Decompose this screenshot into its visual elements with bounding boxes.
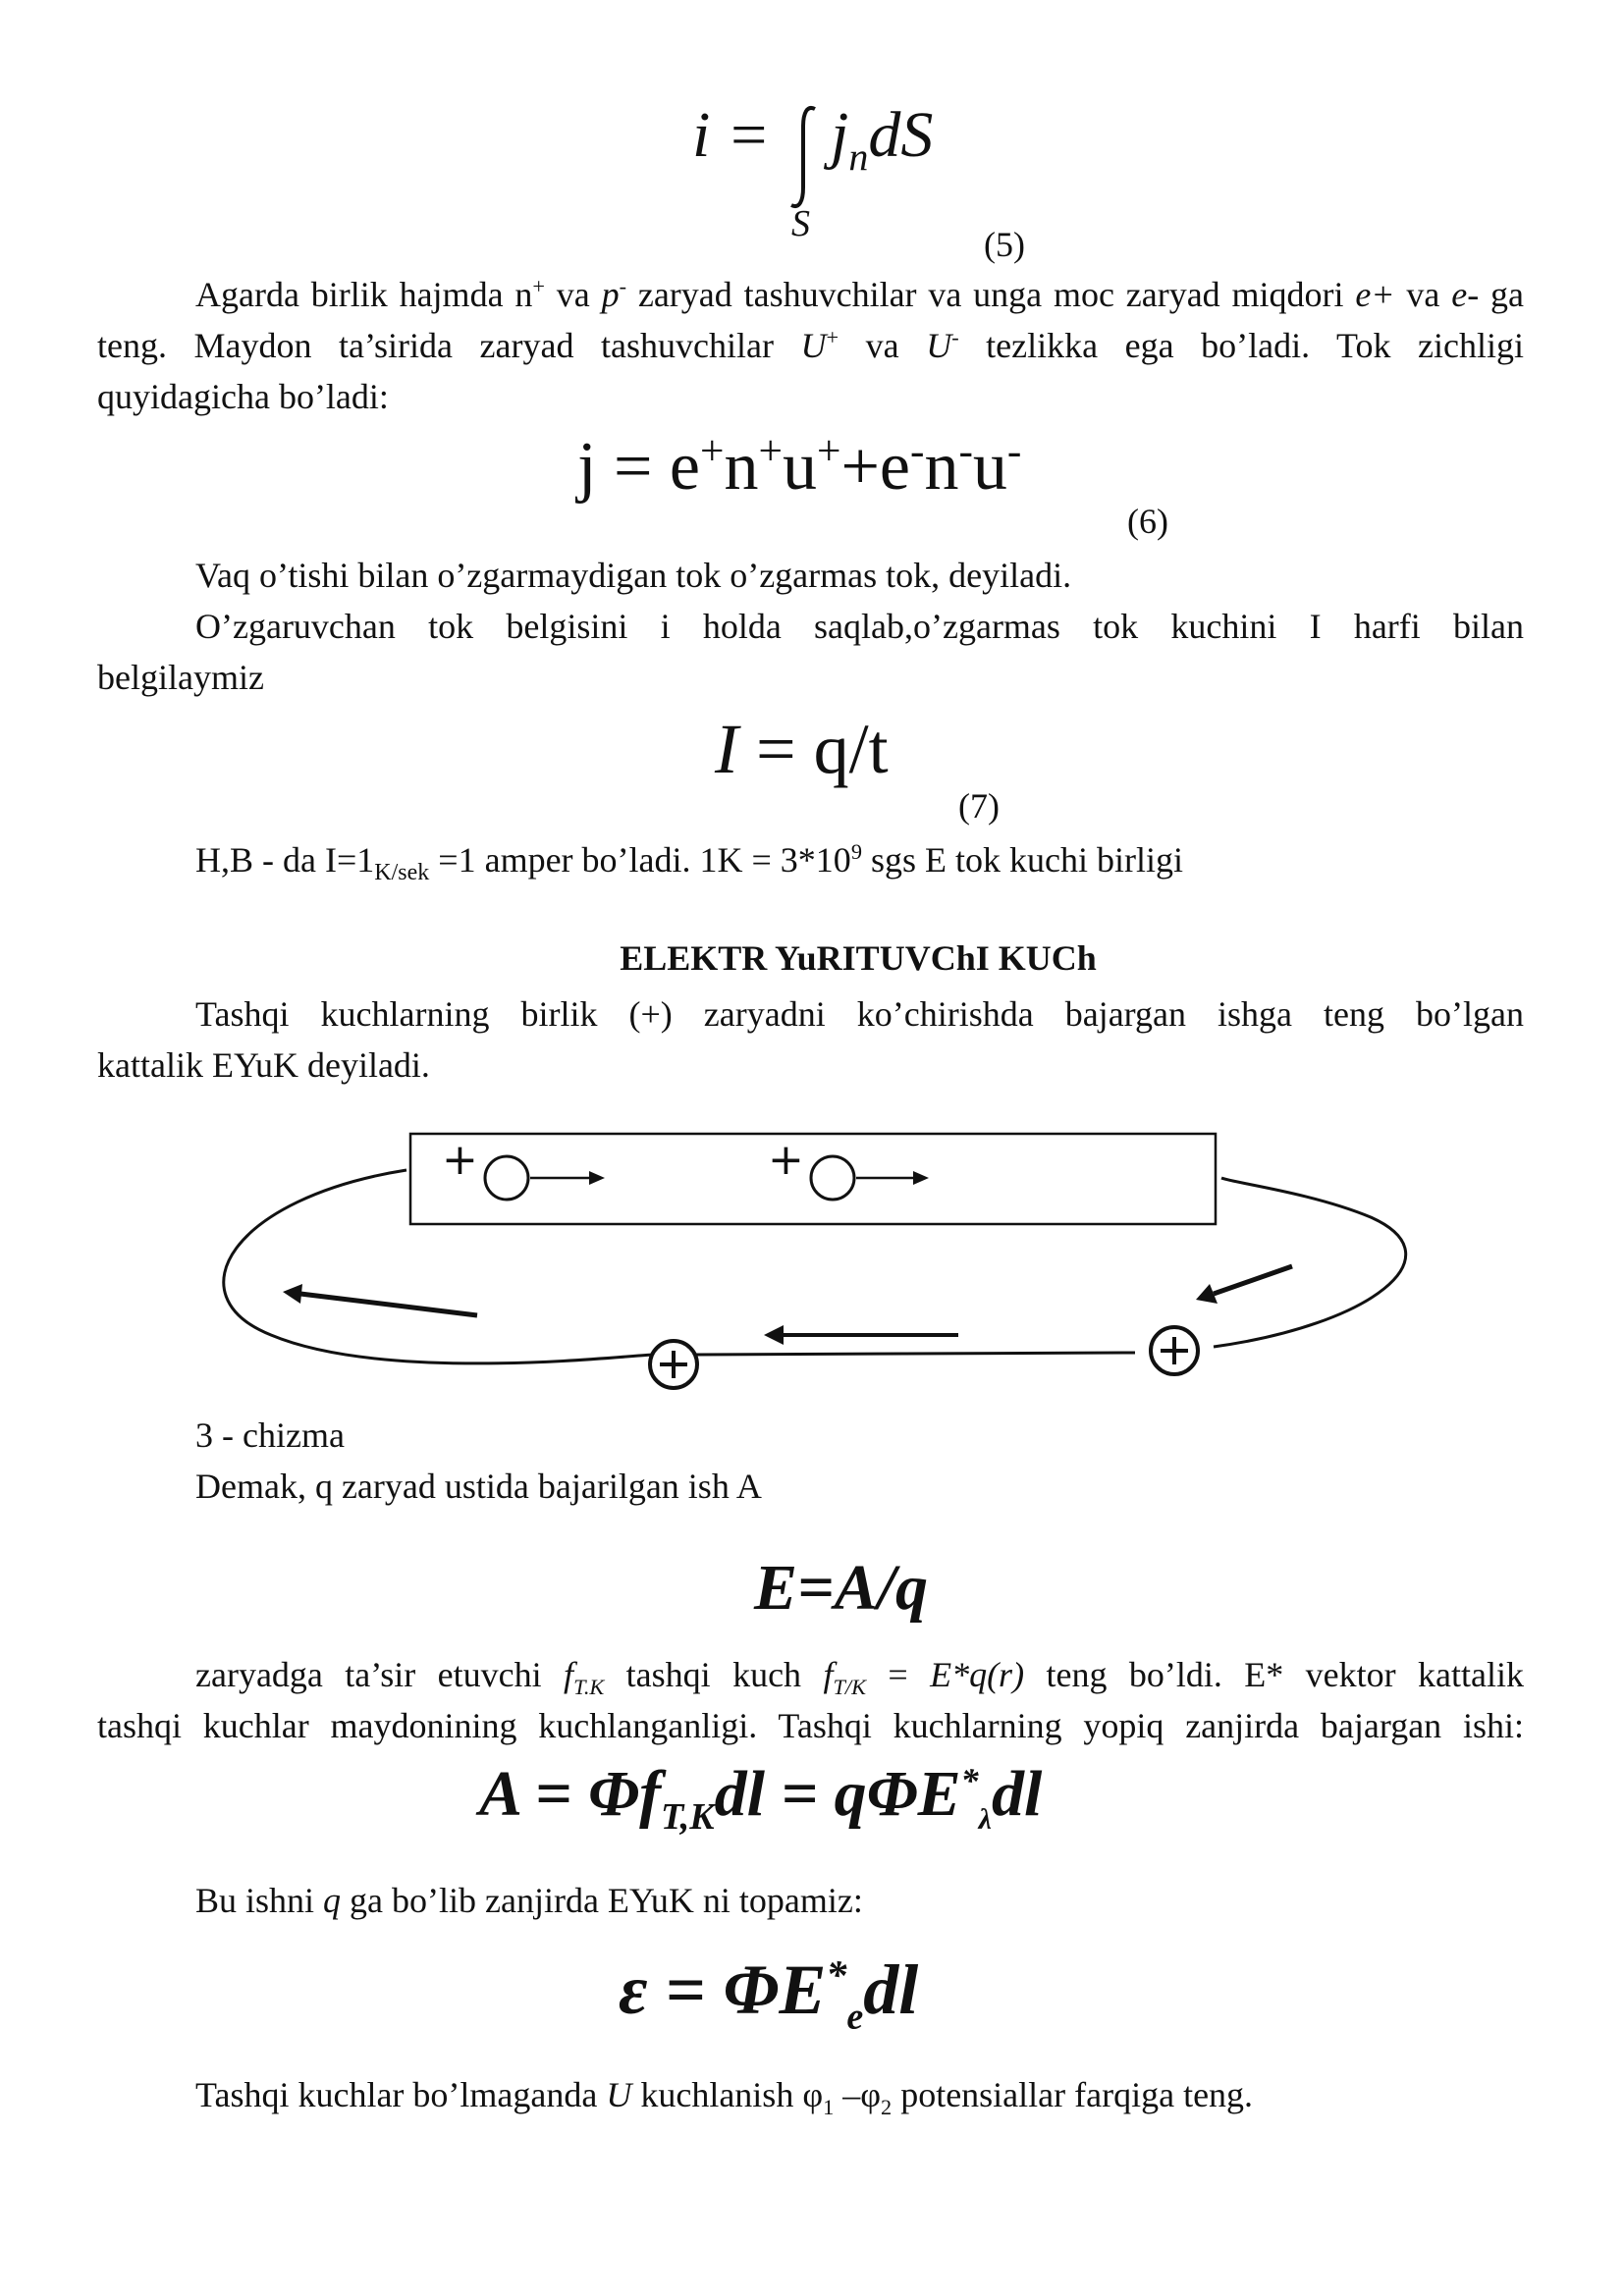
eq6-f: u <box>972 429 1007 505</box>
loop-left-arc <box>224 1170 654 1363</box>
paragraph-1-last-line: quyidagicha bo’ladi: <box>97 377 389 416</box>
plus-sign: + <box>768 1135 804 1185</box>
p9-s1: 1 <box>823 2095 835 2120</box>
p9-d: potensiallar farqiga teng. <box>892 2075 1254 2114</box>
p1-t2i: p <box>601 275 620 314</box>
eq9-sup: * <box>960 1761 979 1800</box>
eq6-e: n <box>924 429 959 505</box>
eq6-s4: - <box>910 427 925 475</box>
p1-t4i: e- <box>1451 275 1480 314</box>
charge-circle <box>485 1156 528 1200</box>
p4-sup: 9 <box>850 839 862 864</box>
eq6-d: +e <box>840 429 910 505</box>
p7-f1s: T.K <box>573 1675 605 1700</box>
p7-f2s: T/K <box>833 1675 866 1700</box>
eq5-ds: dS <box>868 99 934 171</box>
p1-t6s: - <box>951 325 959 349</box>
eq6-s3: + <box>816 427 841 475</box>
eq10-sub: e <box>846 1996 864 2038</box>
paragraph-9 <box>97 2069 1524 2120</box>
eq5-lhs: i = <box>692 99 771 171</box>
paragraph-8 <box>97 1875 1524 1926</box>
charge-on-circuit-2 <box>1151 1327 1198 1374</box>
eq9-c: dl <box>992 1758 1043 1830</box>
eq6-c: u <box>782 429 817 505</box>
p9-s2: 2 <box>881 2095 893 2120</box>
equation-7 <box>715 709 889 790</box>
p7-f1: f <box>564 1655 574 1694</box>
charge-circle <box>811 1156 854 1200</box>
plus-sign: + <box>442 1135 478 1185</box>
eq9-sub2: λ <box>978 1803 992 1837</box>
eq10-sup: * <box>826 1953 847 1999</box>
paragraph-6: Demak, q zaryad ustida bajarilgan ish A <box>195 1467 762 1506</box>
equation-number-7: (7) <box>958 786 1000 826</box>
eq9-sub: T,K <box>661 1796 715 1839</box>
figure-caption: 3 - chizma <box>195 1415 345 1455</box>
p7-c: = <box>865 1655 931 1694</box>
equation-work <box>479 1757 1043 1839</box>
p8-q: q <box>323 1881 342 1920</box>
p7-a: zaryadga ta’sir etuvchi <box>195 1655 565 1694</box>
equation-emf <box>619 1949 919 2038</box>
paragraph-7-line-2: tashqi kuchlar maydonining kuchlanganligi. Tashqi kuchlarning yopiq zanjirda bajargan ishi: <box>97 1706 1524 1745</box>
paragraph-3-line-1: O’zgaruvchan tok belgisini i holda saqlab,o’zgarmas tok kuchini I harfi bilan <box>195 607 1524 646</box>
arrow-left-icon <box>283 1284 477 1315</box>
p1-t2: va <box>544 275 602 314</box>
p9-b: kuchlanish φ <box>631 2075 824 2114</box>
equation-5 <box>692 98 770 173</box>
paragraph-3-line-2: belgilaymiz <box>97 658 264 697</box>
arrow-left-icon <box>764 1325 958 1345</box>
eq6-s2: + <box>758 427 783 475</box>
loop-bottom <box>693 1353 1135 1355</box>
p9-a: Tashqi kuchlar bo’lmaganda <box>195 2075 607 2114</box>
integral-sign <box>785 103 821 211</box>
p1-t2s: - <box>619 274 627 298</box>
p4-b: =1 amper bo’ladi. 1K = 3*10 <box>429 840 851 880</box>
p1-t6i: U <box>926 326 952 365</box>
paragraph-2: Vaq o’tishi bilan o’zgarmaydigan tok o’zgarmas tok, deyiladi. <box>195 556 1072 595</box>
circuit-figure <box>192 1119 1430 1404</box>
paragraph-5-line-2: kattalik EYuK deyiladi. <box>97 1045 430 1085</box>
eq6-b: n <box>724 429 759 505</box>
p4-a: H,B - da I=1 <box>195 840 375 880</box>
eq5-integrand <box>831 98 934 180</box>
p1-t7: tezlikka ega bo’ladi. Tok zichligi <box>958 326 1524 365</box>
p9-u: U <box>606 2075 632 2114</box>
p7-b: tashqi kuch <box>604 1655 824 1694</box>
p7-e: teng bo’ldi. E* vektor kattalik <box>1024 1655 1524 1694</box>
p1-t1: Agarda birlik hajmda n <box>195 275 533 314</box>
eq10-b: dl <box>863 1950 919 2029</box>
eq5-n: n <box>848 134 869 180</box>
paragraph-5-line-1: Tashqi kuchlarning birlik (+) zaryadni ko’chirishda bajargan ishga teng bo’lgan <box>195 994 1524 1034</box>
p1-t1s: + <box>532 274 545 298</box>
charge-in-source-2 <box>768 1135 929 1200</box>
eq5-j: j <box>831 99 849 171</box>
p1-t6: va <box>839 326 927 365</box>
equation-number-6: (6) <box>1127 502 1168 541</box>
eq10-a: ε = ΦE <box>619 1950 827 2029</box>
eq6-s6: - <box>1006 427 1022 475</box>
section-heading: ELEKTR YuRITUVChI KUCh <box>620 938 1097 978</box>
paragraph-1 <box>97 269 1524 371</box>
p1-t4: va <box>1394 275 1452 314</box>
eq6-s5: - <box>958 427 973 475</box>
equation-emf-definition: E=A/q <box>754 1552 928 1624</box>
charge-on-circuit-1 <box>650 1341 697 1388</box>
eq5-limit: S <box>791 203 810 244</box>
p7-d: E*q(r) <box>930 1655 1025 1694</box>
p9-c: –φ <box>834 2075 882 2114</box>
eq6-s1: + <box>700 427 725 475</box>
p1-t3i: e+ <box>1355 275 1395 314</box>
equation-6 <box>577 428 1021 507</box>
arrow-left-icon <box>1196 1266 1292 1304</box>
eq7-rhs: = q/t <box>737 710 889 788</box>
p7-f2: f <box>823 1655 834 1694</box>
p1-t3: zaryad tashuvchilar va unga moc zaryad miqdori <box>626 275 1356 314</box>
paragraph-7-line-1 <box>97 1649 1524 1700</box>
eq9-b: dl = qΦE <box>714 1758 961 1830</box>
eq9-a: A = Φf <box>479 1758 662 1830</box>
paragraph-4 <box>97 834 1524 885</box>
p4-sub: K/sek <box>374 860 430 886</box>
eq6-a: j = e <box>577 429 700 505</box>
p4-c: sgs E tok kuchi birligi <box>861 840 1183 880</box>
loop-right-arc <box>1214 1178 1406 1347</box>
charge-in-source-1 <box>442 1135 605 1200</box>
p8-a: Bu ishni <box>195 1881 324 1920</box>
p1-t5s: + <box>826 325 839 349</box>
p1-t5i: U <box>800 326 827 365</box>
equation-number-5: (5) <box>984 225 1025 264</box>
p8-b: ga bo’lib zanjirda EYuK ni topamiz: <box>341 1881 863 1920</box>
p1-t5: ga teng. Maydon ta’sirida zaryad tashuvchilar <box>97 275 1525 365</box>
eq7-lhs: I <box>715 710 738 788</box>
